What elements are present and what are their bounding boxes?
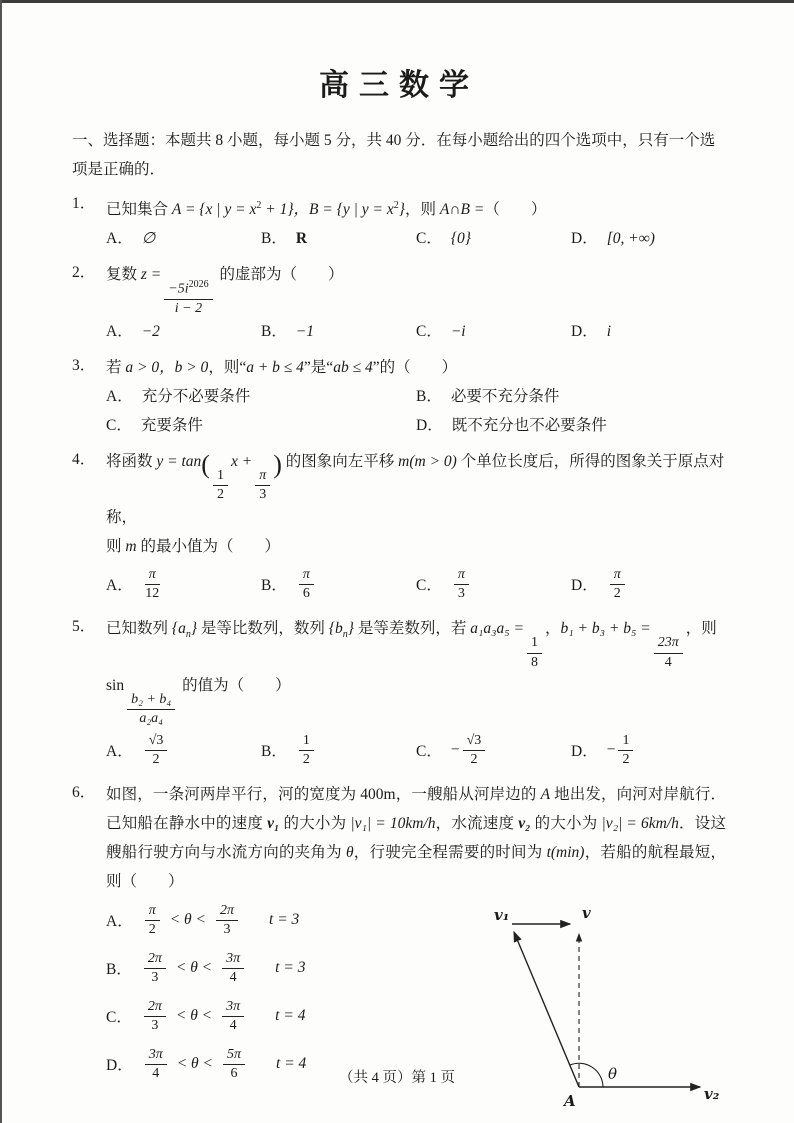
page-footer: （共 4 页）第 1 页 [339,1070,455,1086]
vector-v1: v₁ [267,815,280,833]
option-B [261,567,416,602]
question-2-number: 2． [72,264,96,282]
option-value: 充要条件 [140,416,203,434]
question-6-options [106,896,474,1088]
denominator: 2 [470,751,478,767]
time-value: t = 3 [275,959,306,977]
option-value: {0} [450,230,471,248]
math-text: } [398,201,405,219]
text: 是等比数列，数列 [197,620,329,638]
math-text: a₁a₃a₅ = [470,620,524,638]
theta-label: θ [608,1065,618,1084]
option-label: C． [416,322,442,340]
text: 则 [106,538,126,556]
option-label: A． [106,322,133,340]
question-5-number: 5． [72,618,96,636]
text: ，则“ [208,358,247,376]
minus-sign: − [450,741,460,759]
denominator: 3 [457,585,465,601]
option-value: 必要不充分条件 [450,387,560,405]
question-5-stem-row [72,614,726,727]
text: 的值为（ ） [178,676,291,694]
question-4-number: 4． [72,450,96,468]
question-3-stem [106,353,726,382]
numerator: 1 [618,733,633,751]
option-value: i [606,322,612,340]
fraction [145,733,168,768]
option-label: D． [571,322,598,340]
fraction [145,903,160,938]
question-3 [72,353,726,440]
math-text: θ [345,844,354,862]
question-1-number: 1． [72,195,96,212]
option-value: ∅ [141,230,156,248]
denominator: 3 [223,921,231,937]
numerator: π [454,567,469,585]
question-5-stem-line1 [106,614,726,670]
option-A [106,382,416,411]
option-label: B． [106,961,132,979]
option-label: B． [261,230,287,248]
numerator: π [299,567,314,585]
text: 的虚部为（ ） [215,266,344,284]
question-3-options [106,382,726,440]
option-C [416,224,571,253]
math-text: b₁ + b₃ + b₅ = [560,620,651,638]
numerator: 3π [222,999,244,1017]
question-1-stem-row [72,191,726,224]
text: 复数 [106,266,141,284]
denominator: 3 [259,487,267,503]
option-D [571,567,726,602]
question-6-body [106,896,726,1122]
text: ，若船的航程最短，则（ ） [106,844,726,891]
option-label: D． [416,416,443,434]
math-text: ab ≤ 4 [333,358,373,376]
numerator [164,279,212,300]
page-title: 高三数学 [319,69,479,102]
text: 已知数列 [106,620,172,638]
vector-diagram [474,896,726,1122]
section-header [72,126,726,184]
vector-v2: v₂ [518,815,531,833]
math-text: {b [328,620,343,638]
question-4 [72,447,726,607]
numerator: 3π [222,951,244,969]
fraction [454,567,469,602]
option-A [106,317,261,346]
math-text: sin [106,676,125,694]
option-label: C． [106,416,132,434]
fraction [299,733,314,768]
text: 的大小为 [530,815,602,833]
fraction [463,733,486,768]
fraction [164,279,212,317]
inequality: < θ < [175,1007,213,1025]
math-text: −5i [168,281,189,297]
option-D [416,411,726,440]
v1-label: v₁ [494,906,510,925]
time-value: t = 4 [275,1007,306,1025]
section-header-line1: 一、选择题：本题共 8 小题，每小题 5 分，共 40 分．在每小题给出的四个选项中，只有一个选 [72,132,716,149]
denominator: a₂a₄ [139,711,164,726]
fraction [222,999,244,1034]
math-text: A = {x | y = x [171,201,257,219]
question-1-options [106,224,726,253]
option-label: D． [571,577,598,595]
text: 将函数 [106,452,157,470]
option-value: −2 [141,322,160,340]
denominator: 2 [148,921,156,937]
fraction [618,733,633,768]
numerator: 2π [216,903,238,921]
numerator: √3 [145,733,168,751]
denominator: 2 [622,751,630,767]
math-text: a > 0，b > 0 [125,358,209,376]
question-4-stem-line1 [106,447,726,532]
denominator: 4 [152,1065,160,1081]
denominator: 6 [230,1065,238,1081]
denominator: 3 [151,969,159,985]
exponent: 2026 [188,278,209,290]
numerator: 23π [654,635,683,653]
math-text: a + b ≤ 4 [246,358,304,376]
option-A [106,733,261,768]
numerator: 1 [299,733,314,751]
option-B [416,382,726,411]
option-C [416,733,571,768]
text: 的大小为 [279,815,351,833]
text: 已知集合 [106,201,172,219]
option-label: D． [106,1057,133,1075]
fraction [222,951,244,986]
question-1 [72,191,726,253]
text: ．设这艘船行驶方向与水流方向的夹角为 [106,815,726,862]
numerator: 2π [144,951,166,969]
math-text: } [190,620,198,638]
text: ，行驶完全程需要的时间为 [353,844,547,862]
subscript: n [185,629,191,641]
option-value: [0, +∞) [606,230,655,248]
math-text: A∩B = [439,201,485,219]
minus-sign: − [606,741,616,759]
math-text: m [125,538,137,556]
denominator: 3 [151,1017,159,1033]
denominator: 12 [145,585,160,601]
math-text: A [540,786,551,804]
option-label: D． [571,230,598,248]
question-6-number: 6． [72,784,96,802]
v2-label: v₂ [704,1085,720,1104]
text: ， [545,620,561,638]
option-label: B． [261,322,287,340]
option-label: C． [416,577,442,595]
question-4-stem-line2 [106,532,726,561]
option-label: B． [261,743,287,761]
text: ，则 [404,201,440,219]
option-C [416,317,571,346]
denominator: 2 [216,487,224,503]
numerator: 3π [145,1047,167,1065]
option-label: A． [106,577,133,595]
numerator: b₂ + b₄ [127,692,175,710]
question-2 [72,260,726,345]
numerator: 1 [527,635,542,653]
math-text: + 1}，B = {y | y = x [261,201,394,219]
question-4-options [106,561,726,607]
math-text: t(min) [546,844,585,862]
question-5-stem-line2 [106,671,726,727]
inequality: < θ < [169,911,207,929]
question-6-stem-row [72,780,726,896]
numerator: 2π [144,999,166,1017]
text: ，水流速度 [435,815,519,833]
numerator: √3 [463,733,486,751]
option-B [261,224,416,253]
option-D [571,733,726,768]
point-A-label: A [564,1092,576,1111]
option-D [571,224,726,253]
text: 个单位长度后，所得的图象关于原点对称， [106,452,725,527]
option-label: B． [261,577,287,595]
question-2-stem-row [72,260,726,316]
denominator: 2 [302,751,310,767]
math-text: |v₂| = 6km/h [601,815,679,833]
question-5-options [106,727,726,773]
option-label: C． [416,743,442,761]
question-5 [72,614,726,773]
denominator: 2 [152,751,160,767]
option-value: −1 [295,322,315,340]
option-A [106,224,261,253]
numerator: π [145,903,160,921]
option-label: D． [571,743,598,761]
exponent: 2 [393,200,399,211]
question-3-number: 3． [72,356,96,374]
question-4-stem-row [72,447,726,561]
fraction [144,951,166,986]
question-3-stem-row [72,353,726,382]
option-D [571,317,726,346]
option-value: R [295,230,308,248]
math-text: m(m > 0) [398,452,457,470]
text: 如图，一条河两岸平行，河的宽度为 400m，一艘船从河岸边的 [106,786,541,804]
denominator: 6 [302,585,310,601]
question-4-stem [106,447,726,561]
denominator: 2 [613,585,621,601]
denominator: 8 [531,654,538,670]
math-text: z = [140,266,162,284]
fraction [610,567,625,602]
text: 的最小值为（ ） [136,538,280,556]
open-paren: ( [201,449,210,479]
numerator: π [610,567,625,585]
v1-arrow [514,932,579,1087]
option-label: A． [106,387,133,405]
text: 是等差数列，若 [353,620,471,638]
fraction [127,692,175,727]
text: 若 [106,358,126,376]
text: ”的（ ） [372,358,458,376]
option-value: 既不充分也不必要条件 [451,416,607,434]
option-label: C． [106,1009,132,1027]
subscript: n [342,629,348,641]
fraction [144,999,166,1034]
fraction [255,468,270,503]
time-value: t = 4 [276,1055,307,1073]
close-paren: ) [273,449,282,479]
numerator: π [145,567,160,585]
fraction [654,635,683,670]
inequality: < θ < [176,1055,214,1073]
option-B [261,733,416,768]
math-text: } [347,620,354,638]
fraction [527,635,542,670]
inequality: < θ < [175,959,213,977]
question-6-stem [106,780,726,896]
section-header-line2: 项是正确的． [72,161,166,178]
scan-edge-top [0,0,794,3]
scan-edge-left [0,0,2,1123]
time-value: t = 3 [269,911,300,929]
numerator: 1 [213,468,228,486]
text: 的图象向左平移 [281,452,399,470]
option-value: 充分不必要条件 [141,387,251,405]
math-text: |v₁| = 10km/h [350,815,436,833]
option-B [261,317,416,346]
numerator: π [255,468,270,486]
denominator: 4 [664,654,672,670]
option-value: −i [450,322,466,340]
question-5-stem [106,614,726,727]
math-text: x + [230,452,253,470]
answer-blank: （ ） [484,201,547,219]
option-C [106,992,474,1040]
fraction [213,468,228,503]
option-A [106,896,474,944]
v-label: v [582,904,591,923]
option-C [416,567,571,602]
option-label: C． [416,230,442,248]
option-label: A． [106,743,133,761]
fraction [299,567,314,602]
denominator: 4 [229,1017,237,1033]
denominator: i − 2 [174,300,203,316]
exponent: 2 [256,200,262,211]
option-C [106,411,416,440]
fraction [216,903,238,938]
question-2-stem [106,260,726,316]
numerator: 5π [223,1047,245,1065]
fraction [145,567,160,602]
text: ，则 [685,620,717,638]
text: ”是“ [303,358,334,376]
question-1-stem [106,191,726,224]
denominator: 4 [229,969,237,985]
option-B [106,944,474,992]
math-text: y = tan [156,452,202,470]
option-label: A． [106,913,133,931]
option-label: A． [106,230,133,248]
question-2-options [106,317,726,346]
option-label: B． [416,387,442,405]
option-A [106,567,261,602]
math-text: {a [171,620,186,638]
text: 地出发，向河对岸航行．已知船在静水中的速度 [106,786,726,833]
